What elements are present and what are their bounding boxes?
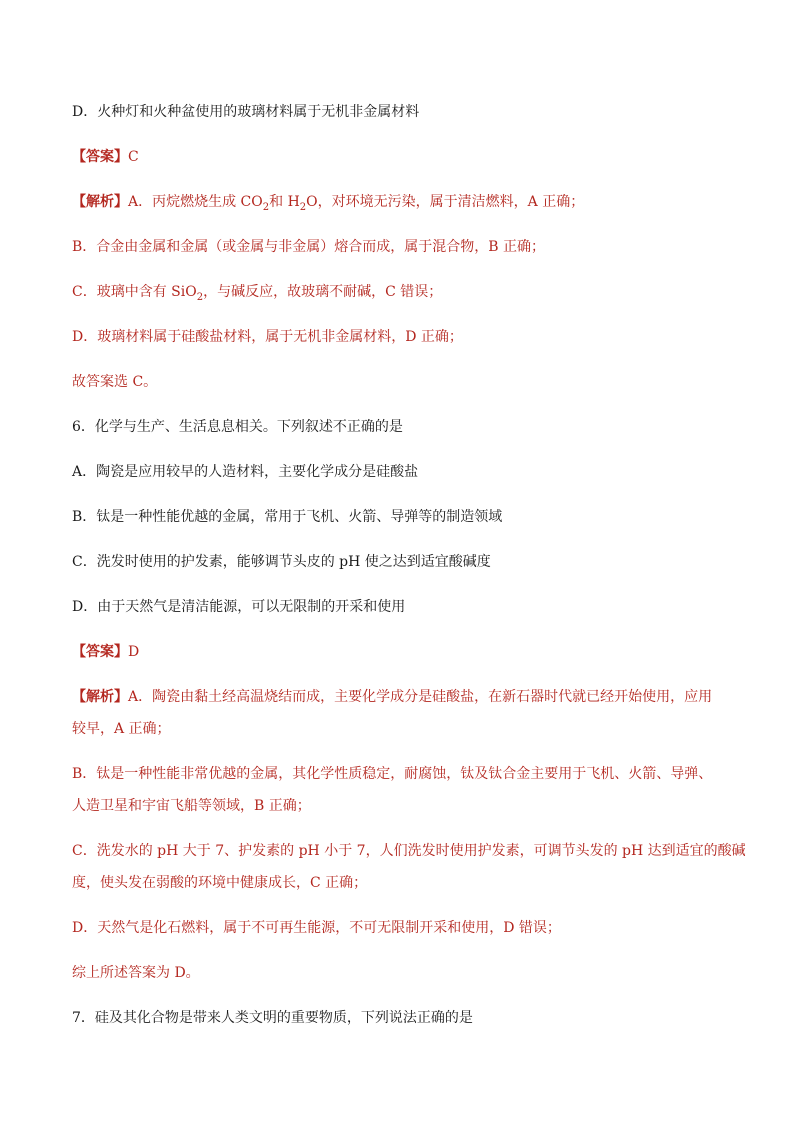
answer-tag: 【答案】	[72, 644, 128, 660]
analysis-text: 和 H	[269, 194, 300, 210]
subscript: 2	[262, 201, 270, 213]
analysis-q6-c-line2: 度，使头发在弱酸的环境中健康成长，C 正确；	[72, 875, 368, 891]
question-7-stem: 7．硅及其化合物是带来人类文明的重要物质，下列说法正确的是	[72, 1010, 473, 1026]
answer-tag: 【答案】	[72, 149, 128, 165]
analysis-text: ，与碱反应，故玻璃不耐碱，C 错误；	[203, 284, 443, 300]
analysis-text: A．丙烷燃烧生成 CO	[128, 194, 263, 210]
analysis-q6-a-line1	[72, 688, 732, 706]
subscript: 2	[299, 201, 307, 213]
analysis-q6-b-line2: 人造卫星和宇宙飞船等领域，B 正确；	[72, 798, 311, 814]
analysis-tag: 【解析】	[72, 194, 128, 210]
conclusion-q6: 综上所述答案为 D。	[72, 965, 200, 981]
answer-line-q5	[72, 148, 732, 166]
analysis-q5-b: B．合金由金属和金属（或金属与非金属）熔合而成，属于混合物，B 正确；	[72, 239, 546, 255]
analysis-tag: 【解析】	[72, 689, 128, 705]
analysis-q6-d: D．天然气是化石燃料，属于不可再生能源，不可无限制开采和使用，D 错误；	[72, 920, 561, 936]
analysis-q5-d: D．玻璃材料属于硅酸盐材料，属于无机非金属材料，D 正确；	[72, 329, 463, 345]
analysis-text: A．陶瓷由黏土经高温烧结而成，主要化学成分是硅酸盐，在新石器时代就已经开始使用，应用	[128, 689, 713, 705]
prev-question-option-d: D．火种灯和火种盆使用的玻璃材料属于无机非金属材料	[72, 104, 420, 120]
analysis-q6-a-line2: 较早，A 正确；	[72, 721, 171, 737]
question-6-option-a: A．陶瓷是应用较早的人造材料，主要化学成分是硅酸盐	[72, 464, 419, 480]
question-6-stem: 6．化学与生产、生活息息相关。下列叙述不正确的是	[72, 419, 403, 435]
conclusion-q5: 故答案选 C。	[72, 374, 158, 390]
analysis-q5-a	[72, 193, 732, 211]
question-6-option-b: B．钛是一种性能优越的金属，常用于飞机、火箭、导弹等的制造领域	[72, 509, 503, 525]
question-6-option-d: D．由于天然气是清洁能源，可以无限制的开采和使用	[72, 599, 406, 615]
answer-value: C	[128, 149, 139, 165]
subscript: 2	[196, 291, 204, 303]
question-6-option-c: C．洗发时使用的护发素，能够调节头皮的 pH 使之达到适宜酸碱度	[72, 554, 491, 570]
answer-line-q6	[72, 643, 732, 661]
analysis-q6-c-line1: C．洗发水的 pH 大于 7、护发素的 pH 小于 7，人们洗发时使用护发素，可调节头发的 pH 达到适宜的酸碱	[72, 843, 746, 859]
analysis-text: O，对环境无污染，属于清洁燃料，A 正确；	[306, 194, 585, 210]
analysis-q5-c	[72, 283, 732, 301]
analysis-text: C．玻璃中含有 SiO	[72, 284, 197, 300]
analysis-q6-b-line1: B．钛是一种性能非常优越的金属，其化学性质稳定，耐腐蚀，钛及钛合金主要用于飞机、火箭、导弹、	[72, 766, 713, 782]
answer-value: D	[128, 644, 140, 660]
